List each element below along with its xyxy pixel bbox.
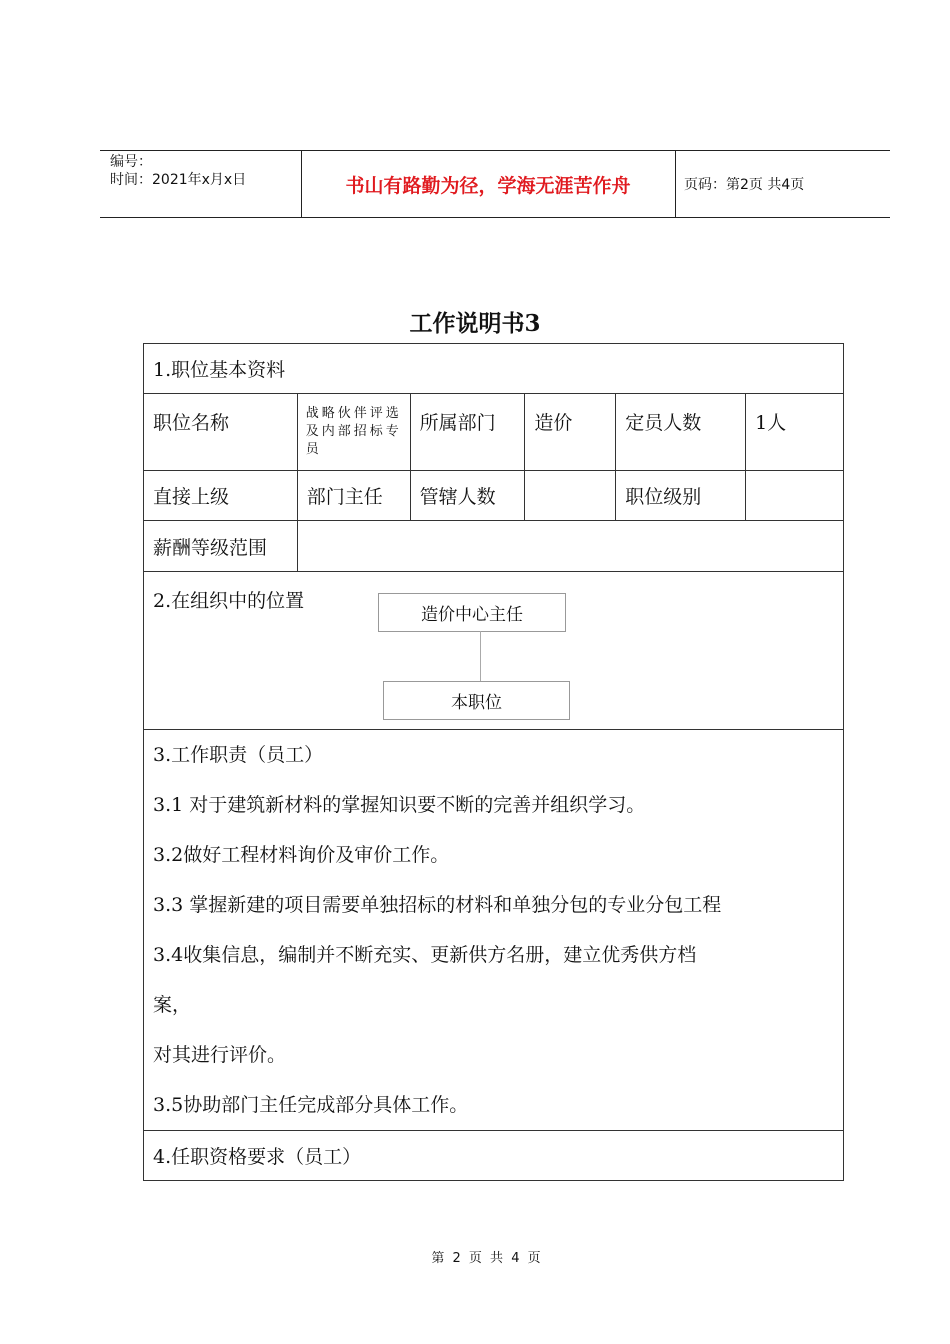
supervisor-value: 部门主任: [297, 471, 410, 521]
page-header: [100, 150, 890, 218]
salary-value: [297, 521, 843, 572]
job-description-table: [143, 343, 844, 1181]
table-row: [144, 394, 844, 471]
section2-heading: 2.在组织中的位置: [153, 590, 305, 612]
subordinates-label: 管辖人数: [410, 471, 525, 521]
header-page-number: 页码：第2页 共4页: [684, 177, 805, 193]
supervisor-label: 直接上级: [144, 471, 298, 521]
salary-label: 薪酬等级范围: [144, 521, 298, 572]
org-position-cell: [144, 572, 844, 730]
section-row: [144, 572, 844, 730]
section3-heading: 3.工作职责（员工）: [153, 744, 324, 766]
duty-item: 3.1 对于建筑新材料的掌握知识要不断的完善并组织学习。: [153, 794, 646, 816]
headcount-label: 定员人数: [616, 394, 746, 471]
duty-item: 案，: [153, 994, 192, 1016]
org-chart-supervisor-box: 造价中心主任: [378, 593, 566, 632]
duty-item: 3.5协助部门主任完成部分具体工作。: [153, 1094, 469, 1116]
department-label: 所属部门: [410, 394, 525, 471]
header-divider: [675, 151, 676, 217]
section1-heading: 1.职位基本资料: [144, 344, 844, 394]
duty-item: 对其进行评价。: [153, 1044, 287, 1066]
headcount-value: 1人: [746, 394, 844, 471]
section4-heading: 4.任职资格要求（员工）: [144, 1131, 844, 1181]
table-row: [144, 471, 844, 521]
section-row: [144, 1131, 844, 1181]
duty-item: 3.3 掌握新建的项目需要单独招标的材料和单独分包的专业分包工程: [153, 894, 722, 916]
org-chart-connector: [480, 631, 481, 681]
duty-item: 3.4收集信息，编制并不断充实、更新供方名册，建立优秀供方档: [153, 944, 697, 966]
subordinates-value: [525, 471, 616, 521]
section-row: [144, 344, 844, 394]
position-name-value: 战略伙伴评选及内部招标专员: [297, 394, 410, 471]
duty-item: 3.2做好工程材料询价及审价工作。: [153, 844, 450, 866]
header-meta: [110, 153, 300, 189]
org-chart-position-box: 本职位: [383, 681, 570, 720]
header-motto: 书山有路勤为径，学海无涯苦作舟: [345, 174, 631, 197]
grade-label: 职位级别: [616, 471, 746, 521]
document-title: 工作说明书3: [409, 310, 541, 337]
page-footer: 第 2 页 共 4 页: [431, 1251, 543, 1266]
department-value: 造价: [525, 394, 616, 471]
duties-cell: [144, 730, 844, 1131]
section-row: [144, 730, 844, 1131]
table-row: [144, 521, 844, 572]
grade-value: [746, 471, 844, 521]
document-number-label: 编号：: [110, 154, 152, 170]
position-name-label: 职位名称: [144, 394, 298, 471]
document-time-label: 时间：2021年x月x日: [110, 172, 247, 188]
